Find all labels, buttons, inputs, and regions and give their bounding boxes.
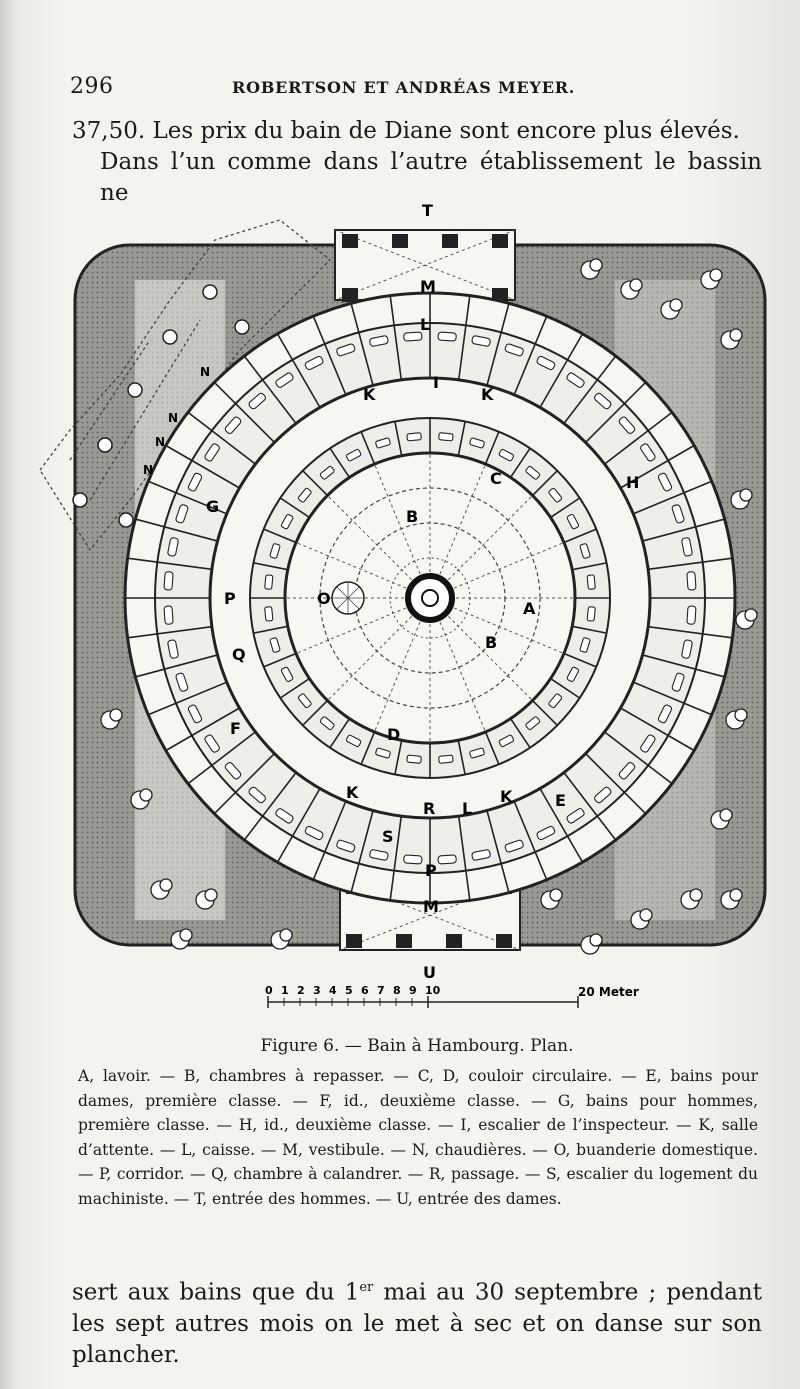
- tree-canopy: [670, 299, 682, 311]
- label-F: F: [230, 719, 241, 738]
- label-N1: N: [200, 365, 211, 379]
- bath-tub: [687, 606, 696, 624]
- page-spine-shadow: [0, 0, 18, 1389]
- tree-canopy: [735, 709, 747, 721]
- label-K-tl: K: [363, 385, 376, 404]
- inner-bath-tub: [407, 755, 422, 763]
- bath-tub: [164, 572, 173, 590]
- label-K-bl: K: [346, 783, 359, 802]
- inner-bath-tub: [439, 755, 454, 763]
- floor-plan-drawing: [30, 200, 770, 1010]
- tree-canopy: [280, 929, 292, 941]
- inner-bath-tub: [407, 433, 422, 441]
- label-B-bottom: B: [485, 633, 498, 652]
- label-G: G: [206, 497, 220, 516]
- label-I: I: [433, 373, 439, 392]
- tree-canopy: [630, 279, 642, 291]
- label-P-left: P: [224, 589, 236, 608]
- label-B-top: B: [406, 507, 419, 526]
- label-T: T: [422, 201, 433, 220]
- tree-canopy: [720, 809, 732, 821]
- scale-tick-label: 10: [425, 984, 441, 997]
- tree-canopy: [140, 789, 152, 801]
- label-N3: N: [143, 463, 154, 477]
- label-L-bottom: L: [462, 799, 473, 818]
- scale-tick-label: 4: [329, 984, 337, 997]
- label-R: R: [423, 799, 436, 818]
- paragraph-top: [72, 116, 762, 209]
- inner-bath-tub: [439, 433, 454, 441]
- label-O: O: [317, 589, 331, 608]
- tree-canopy: [740, 489, 752, 501]
- tree-canopy: [745, 609, 757, 621]
- tree-canopy: [640, 909, 652, 921]
- scale-bar: [265, 978, 648, 1018]
- scale-tick-label: 6: [361, 984, 369, 997]
- label-A: A: [523, 599, 536, 618]
- tree-canopy: [590, 934, 602, 946]
- label-Q: Q: [232, 645, 246, 664]
- label-K-br: K: [500, 787, 513, 806]
- inner-bath-tub: [587, 607, 595, 622]
- floor-plan-figure: [30, 200, 770, 1010]
- label-P-bottom: P: [425, 861, 437, 880]
- bath-tub: [404, 855, 422, 864]
- tree-canopy: [730, 329, 742, 341]
- scale-tick-label: 8: [393, 984, 401, 997]
- paragraph-top-line2: Dans l’un comme dans l’autre établissement le bassin ne: [100, 149, 762, 206]
- paragraph-top-line1: 37,50. Les prix du bain de Diane sont encore plus élevés.: [72, 118, 740, 144]
- scale-tick-label: 1: [281, 984, 289, 997]
- tree-canopy: [550, 889, 562, 901]
- label-E: E: [555, 791, 566, 810]
- page-number: 296: [70, 74, 114, 99]
- label-C: C: [490, 469, 502, 488]
- inner-bath-tub: [265, 575, 273, 590]
- tree-canopy: [160, 879, 172, 891]
- tree-canopy: [110, 709, 122, 721]
- running-head: ROBERTSON ET ANDRÉAS MEYER.: [232, 78, 576, 97]
- label-M-bottom: M: [423, 897, 439, 916]
- tree-canopy: [730, 889, 742, 901]
- scale-tick-label: 7: [377, 984, 385, 997]
- bath-tub: [438, 332, 456, 341]
- scale-tick-label: 0: [265, 984, 273, 997]
- label-K-tr: K: [481, 385, 494, 404]
- label-U: U: [423, 963, 436, 982]
- tree-canopy: [180, 929, 192, 941]
- page-header: [70, 70, 750, 104]
- paragraph-bottom-part2: mai au 30 septembre ; pendant les sept autres mois on le met à sec et on danse sur son plancher.: [72, 1279, 762, 1368]
- scale-end-label: 20 Meter: [578, 985, 639, 999]
- inner-bath-tub: [587, 575, 595, 590]
- label-L-top: L: [420, 315, 431, 334]
- tree-canopy: [205, 889, 217, 901]
- bath-tub: [164, 606, 173, 624]
- tree-canopy: [710, 269, 722, 281]
- label-S: S: [382, 827, 394, 846]
- label-D: D: [387, 725, 401, 744]
- bath-tub: [687, 572, 696, 590]
- label-H: H: [626, 473, 640, 492]
- scale-tick-label: 5: [345, 984, 353, 997]
- tree-canopy: [590, 259, 602, 271]
- label-N2: N: [168, 411, 179, 425]
- label-N4: N: [155, 435, 166, 449]
- paragraph-bottom-part1: sert aux bains que du 1: [72, 1279, 360, 1306]
- inner-bath-tub: [265, 607, 273, 622]
- label-M-top: M: [420, 277, 436, 296]
- bath-tub: [438, 855, 456, 864]
- figure-caption: Figure 6. — Bain à Hambourg. Plan.: [260, 1036, 574, 1056]
- scale-bar-graphic: [265, 978, 648, 1018]
- scale-tick-label: 9: [409, 984, 417, 997]
- scale-tick-label: 2: [297, 984, 305, 997]
- figure-legend: A, lavoir. — B, chambres à repasser. — C, D, couloir circulaire. — E, bains pour dames, première classe. — F, id., deuxième classe. — G, bains pour hommes, première classe. — H, id., deuxième classe. — I, escalier de l’inspecteur. — K, salle d’attente. — L, caisse. — M, vestibule. — N, chaudières. — O, buanderie domestique. — P, corridor. — Q, chambre à calandrer. — R, passage. — S, escalier du logement du machiniste. — T, entrée des hommes. — U, entrée des dames.: [78, 1067, 758, 1208]
- scale-tick-label: 3: [313, 984, 321, 997]
- tree-canopy: [690, 889, 702, 901]
- ordinal-superscript: er: [359, 1280, 374, 1295]
- paragraph-bottom: [72, 1272, 762, 1371]
